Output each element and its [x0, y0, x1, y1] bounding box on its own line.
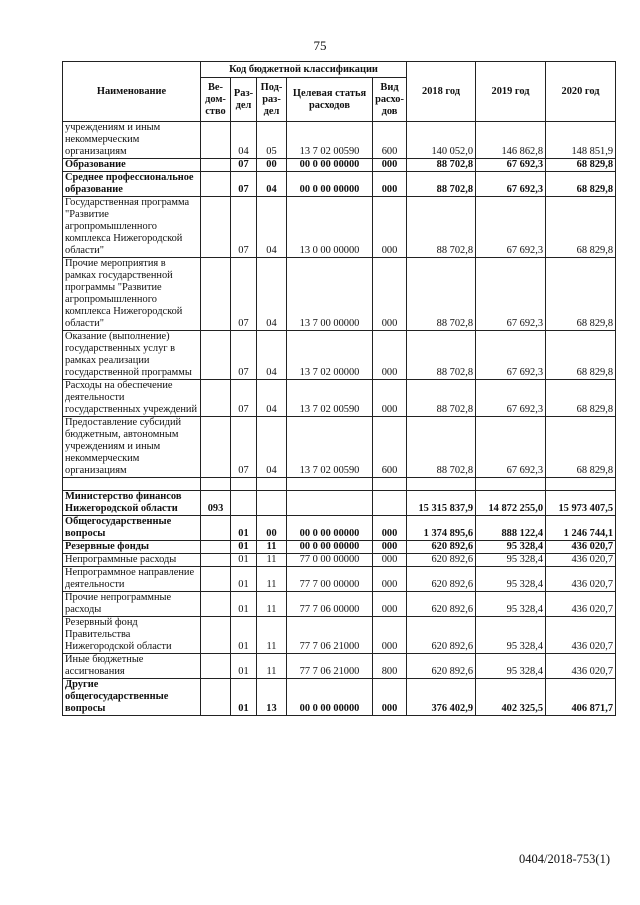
row-name: Резервный фонд Правительства Нижегородской области — [63, 617, 201, 654]
header-2019: 2019 год — [476, 62, 546, 122]
budget-table — [62, 61, 616, 716]
row-ved — [201, 567, 231, 592]
row-podrazdel — [257, 491, 287, 516]
row-podrazdel: 04 — [257, 331, 287, 380]
row-razdel: 01 — [231, 567, 257, 592]
row-2018: 15 315 837,9 — [407, 491, 476, 516]
row-2020: 436 020,7 — [546, 554, 616, 567]
row-ved — [201, 197, 231, 258]
row-razdel: 01 — [231, 654, 257, 679]
row-2020: 436 020,7 — [546, 541, 616, 554]
row-target: 13 7 00 00000 — [287, 258, 373, 331]
row-ved — [201, 679, 231, 716]
row-vid: 600 — [373, 122, 407, 159]
table-spacer-row — [63, 478, 616, 491]
table-cell — [257, 478, 287, 491]
row-vid: 000 — [373, 258, 407, 331]
row-2019: 402 325,5 — [476, 679, 546, 716]
row-razdel: 07 — [231, 172, 257, 197]
row-podrazdel: 05 — [257, 122, 287, 159]
row-razdel: 01 — [231, 679, 257, 716]
row-target: 00 0 00 00000 — [287, 516, 373, 541]
table-cell — [476, 478, 546, 491]
table-cell — [546, 478, 616, 491]
row-vid: 000 — [373, 380, 407, 417]
row-2019: 67 692,3 — [476, 172, 546, 197]
row-razdel: 07 — [231, 159, 257, 172]
row-2020: 68 829,8 — [546, 172, 616, 197]
row-2019: 95 328,4 — [476, 554, 546, 567]
row-2019: 67 692,3 — [476, 417, 546, 478]
row-podrazdel: 04 — [257, 172, 287, 197]
table-row — [63, 679, 616, 716]
row-vid: 000 — [373, 159, 407, 172]
row-ved — [201, 617, 231, 654]
row-2018: 88 702,8 — [407, 331, 476, 380]
row-target — [287, 491, 373, 516]
row-ved — [201, 541, 231, 554]
header-2018: 2018 год — [407, 62, 476, 122]
row-name: Среднее профессиональное образование — [63, 172, 201, 197]
row-name: учреждениям и иным некоммерческим организациям — [63, 122, 201, 159]
row-2020: 68 829,8 — [546, 380, 616, 417]
header-podrazdel: Под-раз-дел — [257, 78, 287, 122]
row-2020: 68 829,8 — [546, 159, 616, 172]
row-2020: 68 829,8 — [546, 417, 616, 478]
row-target: 13 7 02 00590 — [287, 417, 373, 478]
row-2018: 88 702,8 — [407, 380, 476, 417]
row-2018: 88 702,8 — [407, 417, 476, 478]
row-vid: 800 — [373, 654, 407, 679]
row-target: 13 7 02 00590 — [287, 380, 373, 417]
header-2020: 2020 год — [546, 62, 616, 122]
row-razdel: 01 — [231, 617, 257, 654]
row-name: Оказание (выполнение) государственных услуг в рамках реализации государственной программы — [63, 331, 201, 380]
row-podrazdel: 11 — [257, 617, 287, 654]
row-2018: 620 892,6 — [407, 592, 476, 617]
row-2020: 436 020,7 — [546, 654, 616, 679]
row-name: Министерство финансов Нижегородской области — [63, 491, 201, 516]
row-2020: 68 829,8 — [546, 331, 616, 380]
table-body — [63, 122, 616, 716]
row-ved: 093 — [201, 491, 231, 516]
row-2020: 68 829,8 — [546, 197, 616, 258]
row-razdel: 01 — [231, 592, 257, 617]
row-2019: 95 328,4 — [476, 541, 546, 554]
row-name: Резервные фонды — [63, 541, 201, 554]
header-vid: Вид расхо-дов — [373, 78, 407, 122]
row-razdel: 01 — [231, 516, 257, 541]
row-2018: 88 702,8 — [407, 159, 476, 172]
row-name: Общегосударственные вопросы — [63, 516, 201, 541]
header-target: Целевая статья расходов — [287, 78, 373, 122]
row-name: Государственная программа "Развитие агропромышленного комплекса Нижегородской области" — [63, 197, 201, 258]
row-ved — [201, 516, 231, 541]
row-target: 77 7 00 00000 — [287, 567, 373, 592]
row-vid: 000 — [373, 516, 407, 541]
row-razdel: 07 — [231, 258, 257, 331]
table-row — [63, 541, 616, 554]
row-podrazdel: 11 — [257, 654, 287, 679]
row-vid — [373, 491, 407, 516]
row-name: Прочие мероприятия в рамках государственной программы "Развитие агропромышленного комплекса Нижегородской области" — [63, 258, 201, 331]
row-vid: 000 — [373, 617, 407, 654]
row-target: 00 0 00 00000 — [287, 541, 373, 554]
table-row — [63, 491, 616, 516]
row-ved — [201, 592, 231, 617]
row-name: Предоставление субсидий бюджетным, автономным учреждениям и иным некоммерческим организациям — [63, 417, 201, 478]
row-2019: 67 692,3 — [476, 159, 546, 172]
row-vid: 000 — [373, 331, 407, 380]
row-razdel: 04 — [231, 122, 257, 159]
table-row — [63, 258, 616, 331]
row-podrazdel: 13 — [257, 679, 287, 716]
row-ved — [201, 159, 231, 172]
header-code-group: Код бюджетной классификации — [201, 62, 407, 78]
row-podrazdel: 11 — [257, 592, 287, 617]
row-2018: 620 892,6 — [407, 554, 476, 567]
row-razdel: 07 — [231, 197, 257, 258]
row-razdel: 01 — [231, 541, 257, 554]
row-ved — [201, 331, 231, 380]
row-2020: 1 246 744,1 — [546, 516, 616, 541]
table-row — [63, 654, 616, 679]
row-name: Непрограммное направление деятельности — [63, 567, 201, 592]
row-2018: 88 702,8 — [407, 258, 476, 331]
table-row — [63, 592, 616, 617]
row-2019: 146 862,8 — [476, 122, 546, 159]
row-ved — [201, 417, 231, 478]
header-name: Наименование — [63, 62, 201, 122]
row-name: Иные бюджетные ассигнования — [63, 654, 201, 679]
row-podrazdel: 04 — [257, 258, 287, 331]
row-2019: 67 692,3 — [476, 197, 546, 258]
table-cell — [373, 478, 407, 491]
row-ved — [201, 654, 231, 679]
table-row — [63, 122, 616, 159]
table-row — [63, 417, 616, 478]
row-target: 77 7 06 21000 — [287, 654, 373, 679]
row-podrazdel: 11 — [257, 554, 287, 567]
row-name: Прочие непрограммные расходы — [63, 592, 201, 617]
table-row — [63, 197, 616, 258]
row-2018: 1 374 895,6 — [407, 516, 476, 541]
header-razdel: Раз-дел — [231, 78, 257, 122]
row-target: 13 7 02 00000 — [287, 331, 373, 380]
row-2019: 95 328,4 — [476, 567, 546, 592]
row-2018: 88 702,8 — [407, 197, 476, 258]
header-ved: Ве-дом-ство — [201, 78, 231, 122]
row-razdel: 07 — [231, 417, 257, 478]
row-2019: 67 692,3 — [476, 380, 546, 417]
table-cell — [231, 478, 257, 491]
row-2020: 436 020,7 — [546, 592, 616, 617]
row-target: 00 0 00 00000 — [287, 679, 373, 716]
row-target: 00 0 00 00000 — [287, 172, 373, 197]
table-cell — [63, 478, 201, 491]
row-target: 00 0 00 00000 — [287, 159, 373, 172]
row-2018: 620 892,6 — [407, 654, 476, 679]
row-2019: 888 122,4 — [476, 516, 546, 541]
row-target: 77 7 06 00000 — [287, 592, 373, 617]
table-cell — [407, 478, 476, 491]
row-name: Расходы на обеспечение деятельности государственных учреждений — [63, 380, 201, 417]
row-2020: 15 973 407,5 — [546, 491, 616, 516]
row-2018: 620 892,6 — [407, 617, 476, 654]
row-2020: 148 851,9 — [546, 122, 616, 159]
row-2018: 88 702,8 — [407, 172, 476, 197]
table-row — [63, 331, 616, 380]
row-2020: 436 020,7 — [546, 567, 616, 592]
row-name: Образование — [63, 159, 201, 172]
table-cell — [287, 478, 373, 491]
table-row — [63, 617, 616, 654]
row-2018: 376 402,9 — [407, 679, 476, 716]
row-2019: 14 872 255,0 — [476, 491, 546, 516]
row-razdel: 07 — [231, 331, 257, 380]
row-2019: 67 692,3 — [476, 258, 546, 331]
row-vid: 000 — [373, 197, 407, 258]
row-name: Другие общегосударственные вопросы — [63, 679, 201, 716]
row-2019: 95 328,4 — [476, 654, 546, 679]
row-2020: 68 829,8 — [546, 258, 616, 331]
row-2020: 436 020,7 — [546, 617, 616, 654]
table-row — [63, 172, 616, 197]
table-row — [63, 516, 616, 541]
row-target: 13 0 00 00000 — [287, 197, 373, 258]
row-razdel: 07 — [231, 380, 257, 417]
row-target: 77 7 06 21000 — [287, 617, 373, 654]
row-razdel — [231, 491, 257, 516]
page-number: 75 — [313, 38, 327, 53]
row-2019: 95 328,4 — [476, 617, 546, 654]
row-vid: 000 — [373, 172, 407, 197]
row-ved — [201, 380, 231, 417]
table-row — [63, 159, 616, 172]
row-razdel: 01 — [231, 554, 257, 567]
row-2018: 140 052,0 — [407, 122, 476, 159]
row-vid: 000 — [373, 592, 407, 617]
row-ved — [201, 554, 231, 567]
row-podrazdel: 11 — [257, 567, 287, 592]
row-vid: 000 — [373, 679, 407, 716]
table-cell — [201, 478, 231, 491]
row-ved — [201, 172, 231, 197]
row-2018: 620 892,6 — [407, 541, 476, 554]
row-podrazdel: 11 — [257, 541, 287, 554]
row-2020: 406 871,7 — [546, 679, 616, 716]
table-row — [63, 380, 616, 417]
row-vid: 600 — [373, 417, 407, 478]
row-vid: 000 — [373, 567, 407, 592]
table-row — [63, 567, 616, 592]
row-2019: 95 328,4 — [476, 592, 546, 617]
row-podrazdel: 04 — [257, 417, 287, 478]
row-podrazdel: 04 — [257, 197, 287, 258]
row-2019: 67 692,3 — [476, 331, 546, 380]
row-podrazdel: 00 — [257, 516, 287, 541]
row-2018: 620 892,6 — [407, 567, 476, 592]
row-ved — [201, 258, 231, 331]
table-row — [63, 554, 616, 567]
row-target: 13 7 02 00590 — [287, 122, 373, 159]
row-podrazdel: 04 — [257, 380, 287, 417]
row-vid: 000 — [373, 541, 407, 554]
row-podrazdel: 00 — [257, 159, 287, 172]
row-ved — [201, 122, 231, 159]
row-target: 77 0 00 00000 — [287, 554, 373, 567]
document-id: 0404/2018-753(1) — [519, 852, 610, 866]
row-name: Непрограммные расходы — [63, 554, 201, 567]
row-vid: 000 — [373, 554, 407, 567]
